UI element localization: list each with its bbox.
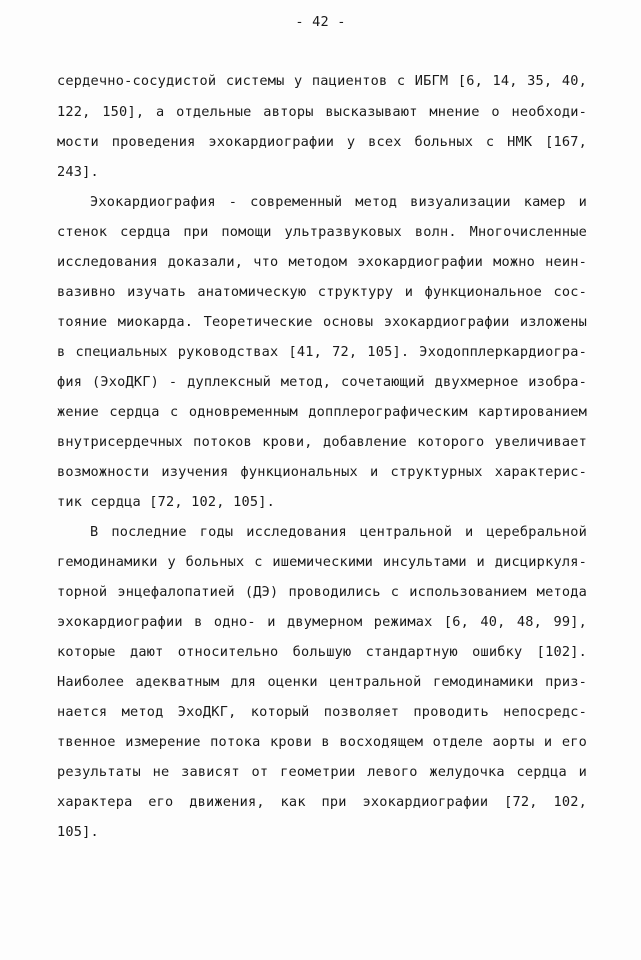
text-line: сердечно-сосудистой системы у пациентов с ИБГМ [6, 14, 35, 40, [57,73,587,89]
text-line: результаты не зависят от геометрии левого желудочка сердца и [57,764,587,780]
text-line: внутрисердечных потоков крови, добавление которого увеличивает [57,434,587,450]
text-line: 105]. [57,824,99,840]
text-line: вазивно изучать анатомическую структуру и функциональное сос- [57,284,587,300]
text-line: мости проведения эхокардиографии у всех больных с НМК [167, [57,134,587,150]
text-line: 122, 150], а отдельные авторы высказывают мнение о необходи- [57,104,587,120]
text-line: жение сердца с одновременным допплерографическим картированием [57,404,587,420]
text-line: исследования доказали, что методом эхокардиографии можно неин- [57,254,587,270]
text-line: гемодинамики у больных с ишемическими инсультами и дисциркуля- [57,554,587,570]
page-number: - 42 - [295,14,346,30]
text-line: эхокардиографии в одно- и двумерном режимах [6, 40, 48, 99], [57,614,587,630]
text-line: Наиболее адекватным для оценки центральной гемодинамики приз- [57,674,587,690]
text-line: 243]. [57,164,99,180]
text-line: фия (ЭхоДКГ) - дуплексный метод, сочетающий двухмерное изобра- [57,374,587,390]
text-line: нается метод ЭхоДКГ, который позволяет проводить непосредс- [57,704,587,720]
text-line: твенное измерение потока крови в восходящем отделе аорты и его [57,734,587,750]
text-line: Эхокардиография - современный метод визуализации камер и [90,194,587,210]
text-line: тик сердца [72, 102, 105]. [57,494,275,510]
text-line: в специальных руководствах [41, 72, 105]. Эходопплеркардиогра- [57,344,587,360]
text-line: В последние годы исследования центральной и церебральной [90,524,587,540]
text-line: возможности изучения функциональных и структурных характерис- [57,464,587,480]
text-line: стенок сердца при помощи ультразвуковых волн. Многочисленные [57,224,587,240]
text-line: тояние миокарда. Теоретические основы эхокардиографии изложены [57,314,587,330]
text-line: торной энцефалопатией (ДЭ) проводились с использованием метода [57,584,587,600]
text-line: которые дают относительно большую стандартную ошибку [102]. [57,644,587,660]
text-line: характера его движения, как при эхокардиографии [72, 102, [57,794,587,810]
